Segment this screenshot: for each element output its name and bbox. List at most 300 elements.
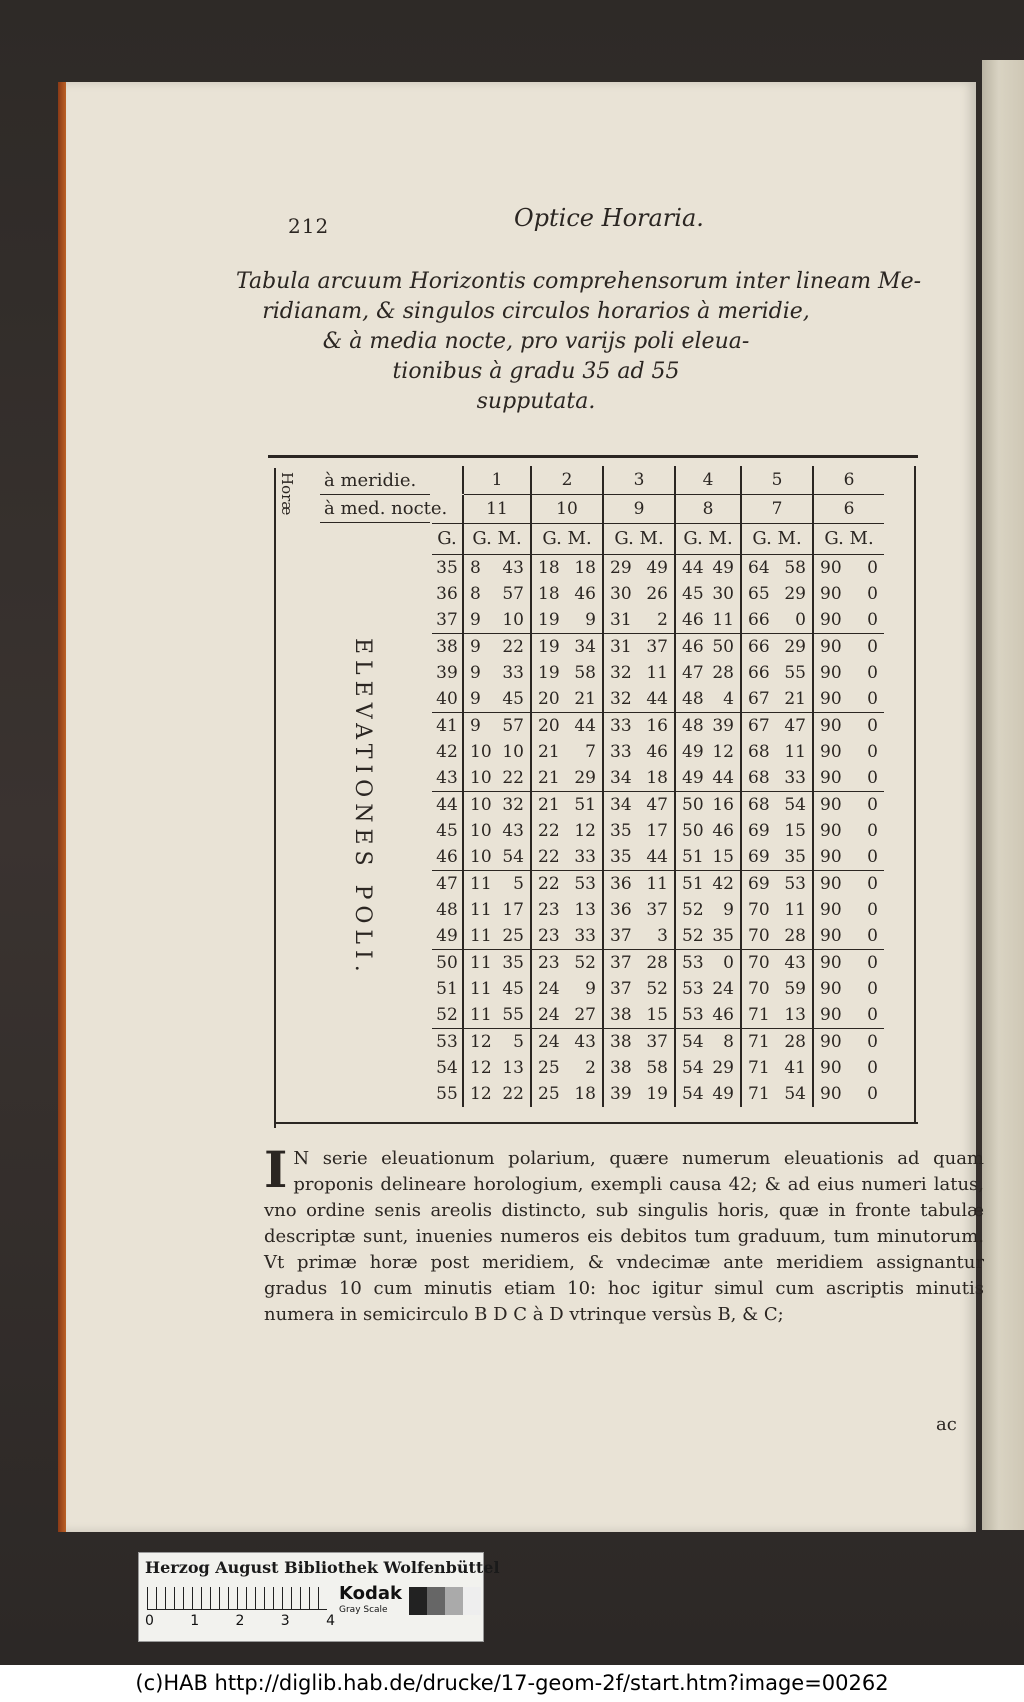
table-cell: [676, 713, 742, 739]
degrees-value: 21: [538, 795, 560, 815]
degrees-value: 8: [470, 584, 481, 604]
elevation-cell: 53: [432, 1029, 464, 1055]
table-cell: [464, 607, 532, 634]
degrees-value: 90: [820, 742, 842, 762]
scale-number: 2: [235, 1613, 245, 1629]
minutes-value: 55: [502, 1005, 524, 1025]
table-cell: [742, 713, 814, 739]
degrees-value: 68: [748, 768, 770, 788]
table-cell: [532, 581, 604, 607]
minutes-value: 21: [574, 689, 596, 709]
table-cell: [814, 607, 884, 634]
degrees-value: 90: [820, 689, 842, 709]
page-number: 212: [288, 214, 330, 238]
minutes-value: 2: [585, 1058, 596, 1078]
degrees-value: 19: [538, 637, 560, 657]
degrees-value: 11: [470, 979, 492, 999]
table-cell: [532, 634, 604, 660]
table-cell: [814, 660, 884, 686]
elevation-cell: 52: [432, 1002, 464, 1029]
degrees-value: 53: [682, 979, 704, 999]
table-cell: [464, 686, 532, 713]
scale-ruler: [147, 1587, 327, 1610]
table-cell: [742, 634, 814, 660]
table-cell: [464, 923, 532, 950]
table-cell: [464, 765, 532, 792]
degrees-value: 90: [820, 953, 842, 973]
table-cell: [532, 1081, 604, 1107]
degrees-value: 50: [682, 795, 704, 815]
table-cell: [814, 739, 884, 765]
minutes-value: 29: [574, 768, 596, 788]
scale-numbers: [145, 1613, 335, 1629]
hour-nocte-header: 7: [742, 495, 814, 523]
table-cell: [814, 634, 884, 660]
minutes-value: 11: [784, 900, 806, 920]
table-cell: [742, 1055, 814, 1081]
minutes-value: 52: [574, 953, 596, 973]
minutes-value: 45: [502, 979, 524, 999]
minutes-value: 51: [574, 795, 596, 815]
table-cell: [676, 950, 742, 976]
table-bottom-rule: [274, 1122, 918, 1124]
title-line: & à media nocte, pro varijs poli eleua-: [322, 329, 750, 354]
minutes-value: 30: [712, 584, 734, 604]
gray-patch: [427, 1587, 445, 1615]
minutes-value: 0: [867, 1032, 878, 1052]
degrees-value: 12: [470, 1058, 492, 1078]
table-cell: [464, 713, 532, 739]
table-cell: [742, 897, 814, 923]
table-cell: [742, 844, 814, 871]
table-cell: [604, 581, 676, 607]
degrees-value: 29: [610, 558, 632, 578]
table-cell: [532, 897, 604, 923]
minutes-value: 47: [646, 795, 668, 815]
gm-column-header: G. M.: [464, 523, 532, 555]
minutes-value: 0: [795, 610, 806, 630]
degrees-value: 46: [682, 637, 704, 657]
minutes-value: 0: [867, 610, 878, 630]
degrees-value: 51: [682, 847, 704, 867]
table-left-rule: [274, 468, 276, 1128]
minutes-value: 29: [784, 584, 806, 604]
degrees-value: 54: [682, 1058, 704, 1078]
degrees-value: 24: [538, 979, 560, 999]
degrees-value: 23: [538, 926, 560, 946]
degrees-value: 90: [820, 716, 842, 736]
minutes-value: 44: [712, 768, 734, 788]
degrees-value: 18: [538, 584, 560, 604]
elevation-cell: 36: [432, 581, 464, 607]
table-grid: [432, 466, 914, 1107]
hour-nocte-header: 8: [676, 495, 742, 523]
table-cell: [676, 739, 742, 765]
table-cell: [676, 1081, 742, 1107]
degrees-value: 90: [820, 1005, 842, 1025]
table-cell: [814, 713, 884, 739]
minutes-value: 22: [502, 1084, 524, 1104]
scale-number: 0: [145, 1613, 154, 1629]
table-cell: [532, 1029, 604, 1055]
degrees-value: 23: [538, 900, 560, 920]
table-cell: [532, 871, 604, 897]
minutes-value: 7: [585, 742, 596, 762]
degrees-value: 10: [470, 742, 492, 762]
elevation-cell: 48: [432, 897, 464, 923]
degrees-value: 31: [610, 610, 632, 630]
label-underline: [320, 522, 430, 523]
minutes-value: 16: [646, 716, 668, 736]
table-cell: [464, 634, 532, 660]
table-cell: [604, 897, 676, 923]
table-cell: [742, 950, 814, 976]
minutes-value: 0: [867, 768, 878, 788]
minutes-value: 8: [723, 1032, 734, 1052]
minutes-value: 46: [646, 742, 668, 762]
degrees-value: 52: [682, 926, 704, 946]
hour-nocte-header: 9: [604, 495, 676, 523]
minutes-value: 29: [712, 1058, 734, 1078]
minutes-value: 44: [574, 716, 596, 736]
table-cell: [604, 634, 676, 660]
minutes-value: 0: [867, 1058, 878, 1078]
minutes-value: 46: [712, 821, 734, 841]
degrees-value: 25: [538, 1084, 560, 1104]
degrees-value: 10: [470, 795, 492, 815]
minutes-value: 0: [867, 847, 878, 867]
minutes-value: 33: [574, 847, 596, 867]
degrees-value: 65: [748, 584, 770, 604]
table-cell: [532, 844, 604, 871]
degrees-value: 46: [682, 610, 704, 630]
minutes-value: 35: [712, 926, 734, 946]
degrees-value: 90: [820, 663, 842, 683]
table-cell: [676, 1055, 742, 1081]
minutes-value: 50: [712, 637, 734, 657]
table-cell: [604, 923, 676, 950]
table-cell: [464, 1029, 532, 1055]
degrees-value: 9: [470, 689, 481, 709]
table-cell: [604, 976, 676, 1002]
minutes-value: 55: [784, 663, 806, 683]
table-cell: [814, 923, 884, 950]
table-cell: [532, 923, 604, 950]
degrees-value: 35: [610, 847, 632, 867]
degrees-value: 70: [748, 953, 770, 973]
minutes-value: 0: [867, 689, 878, 709]
degrees-value: 68: [748, 742, 770, 762]
elevation-cell: 39: [432, 660, 464, 686]
minutes-value: 46: [712, 1005, 734, 1025]
degrees-value: 53: [682, 953, 704, 973]
table-cell: [464, 818, 532, 844]
degrees-value: 38: [610, 1058, 632, 1078]
table-cell: [532, 686, 604, 713]
table-cell: [464, 555, 532, 581]
table-cell: [532, 739, 604, 765]
table-cell: [532, 607, 604, 634]
gray-patch: [463, 1587, 481, 1615]
table-cell: [742, 739, 814, 765]
minutes-value: 58: [784, 558, 806, 578]
degrees-value: 90: [820, 926, 842, 946]
table-cell: [464, 871, 532, 897]
degrees-value: 34: [610, 795, 632, 815]
table-cell: [532, 792, 604, 818]
table-cell: [742, 976, 814, 1002]
nocte-row-label: à med. nocte.: [324, 498, 448, 519]
table-cell: [814, 871, 884, 897]
degrees-value: 45: [682, 584, 704, 604]
kodak-logo: Kodak: [339, 1583, 402, 1604]
degrees-value: 21: [538, 768, 560, 788]
elevation-cell: 44: [432, 792, 464, 818]
table-cell: [532, 555, 604, 581]
minutes-value: 11: [646, 874, 668, 894]
degrees-value: 90: [820, 821, 842, 841]
minutes-value: 54: [784, 795, 806, 815]
table-cell: [604, 1029, 676, 1055]
table-cell: [676, 871, 742, 897]
minutes-value: 53: [574, 874, 596, 894]
minutes-value: 0: [867, 558, 878, 578]
minutes-value: 35: [784, 847, 806, 867]
elevation-cell: 51: [432, 976, 464, 1002]
table-cell: [814, 818, 884, 844]
table-cell: [604, 950, 676, 976]
minutes-value: 59: [784, 979, 806, 999]
minutes-value: 12: [574, 821, 596, 841]
minutes-value: 0: [723, 953, 734, 973]
table-cell: [464, 581, 532, 607]
degrees-value: 90: [820, 1032, 842, 1052]
scale-number: 4: [326, 1613, 335, 1629]
table-cell: [742, 607, 814, 634]
degrees-value: 9: [470, 716, 481, 736]
minutes-value: 11: [712, 610, 734, 630]
elevationes-label: ELEVATIONES POLI.: [350, 638, 375, 978]
elevation-cell: 37: [432, 607, 464, 634]
degrees-value: 10: [470, 821, 492, 841]
table-cell: [676, 897, 742, 923]
minutes-value: 57: [502, 716, 524, 736]
minutes-value: 18: [574, 558, 596, 578]
gray-patch: [445, 1587, 463, 1615]
table-cell: [676, 792, 742, 818]
table-cell: [464, 739, 532, 765]
minutes-value: 28: [646, 953, 668, 973]
degrees-value: 48: [682, 689, 704, 709]
minutes-value: 0: [867, 637, 878, 657]
degrees-value: 90: [820, 558, 842, 578]
degrees-value: 18: [538, 558, 560, 578]
gm-column-header: G. M.: [742, 523, 814, 555]
table-cell: [742, 818, 814, 844]
minutes-value: 43: [784, 953, 806, 973]
table-cell: [742, 1002, 814, 1029]
elevation-cell: 45: [432, 818, 464, 844]
degrees-value: 90: [820, 637, 842, 657]
next-page-edge: [982, 60, 1024, 1530]
catchword: ac: [936, 1414, 957, 1435]
degrees-value: 35: [610, 821, 632, 841]
degrees-value: 50: [682, 821, 704, 841]
degrees-value: 9: [470, 637, 481, 657]
table-cell: [604, 1055, 676, 1081]
table-cell: [742, 923, 814, 950]
minutes-value: 46: [574, 584, 596, 604]
minutes-value: 41: [784, 1058, 806, 1078]
minutes-value: 13: [784, 1005, 806, 1025]
degrees-value: 33: [610, 716, 632, 736]
minutes-value: 3: [657, 926, 668, 946]
degrees-value: 47: [682, 663, 704, 683]
minutes-value: 0: [867, 953, 878, 973]
degrees-value: 38: [610, 1032, 632, 1052]
degrees-value: 10: [470, 768, 492, 788]
header-blank: [432, 466, 464, 494]
degrees-value: 34: [610, 768, 632, 788]
hour-arc-table: [268, 455, 918, 1130]
elevation-cell: 40: [432, 686, 464, 713]
degrees-value: 90: [820, 795, 842, 815]
degrees-value: 67: [748, 716, 770, 736]
minutes-value: 16: [712, 795, 734, 815]
minutes-value: 18: [646, 768, 668, 788]
table-cell: [604, 686, 676, 713]
title-line: Tabula arcuum Horizontis comprehensorum inter lineam Me-: [236, 269, 922, 294]
minutes-value: 37: [646, 1032, 668, 1052]
minutes-value: 58: [646, 1058, 668, 1078]
degrees-value: 9: [470, 663, 481, 683]
degrees-value: 70: [748, 979, 770, 999]
gray-scale-label: Gray Scale: [339, 1605, 388, 1615]
minutes-value: 15: [784, 821, 806, 841]
minutes-value: 13: [502, 1058, 524, 1078]
minutes-value: 0: [867, 716, 878, 736]
table-cell: [464, 1055, 532, 1081]
color-target: [138, 1552, 500, 1642]
degrees-value: 71: [748, 1058, 770, 1078]
gm-column-header: G. M.: [532, 523, 604, 555]
minutes-value: 54: [502, 847, 524, 867]
table-cell: [532, 976, 604, 1002]
body-paragraph: [264, 1140, 984, 1328]
table-cell: [604, 818, 676, 844]
minutes-value: 33: [784, 768, 806, 788]
degrees-value: 69: [748, 874, 770, 894]
table-cell: [604, 765, 676, 792]
degrees-value: 21: [538, 742, 560, 762]
degrees-value: 44: [682, 558, 704, 578]
minutes-value: 0: [867, 663, 878, 683]
minutes-value: 10: [502, 742, 524, 762]
degrees-value: 90: [820, 900, 842, 920]
degrees-value: 49: [682, 768, 704, 788]
table-cell: [742, 660, 814, 686]
elevation-cell: 55: [432, 1081, 464, 1107]
degrees-value: 54: [682, 1084, 704, 1104]
meridie-row-label: à meridie.: [324, 470, 417, 491]
minutes-value: 0: [867, 900, 878, 920]
degrees-value: 19: [538, 663, 560, 683]
gm-column-header: G. M.: [604, 523, 676, 555]
minutes-value: 45: [502, 689, 524, 709]
degrees-value: 70: [748, 900, 770, 920]
minutes-value: 32: [502, 795, 524, 815]
table-cell: [464, 897, 532, 923]
degrees-value: 24: [538, 1005, 560, 1025]
minutes-value: 44: [646, 689, 668, 709]
minutes-value: 57: [502, 584, 524, 604]
hour-nocte-header: 6: [843, 499, 855, 519]
minutes-value: 49: [712, 1084, 734, 1104]
degrees-value: 32: [610, 689, 632, 709]
table-cell: [742, 555, 814, 581]
minutes-value: 10: [502, 610, 524, 630]
degrees-value: 37: [610, 979, 632, 999]
elevation-cell: 54: [432, 1055, 464, 1081]
library-name: Herzog August Bibliothek Wolfenbüttel: [145, 1558, 500, 1577]
table-title: [236, 267, 922, 417]
minutes-value: 27: [574, 1005, 596, 1025]
degrees-value: 31: [610, 637, 632, 657]
hour-meridie-header: 1: [464, 466, 532, 495]
table-cell: [604, 713, 676, 739]
minutes-value: 43: [574, 1032, 596, 1052]
minutes-value: 28: [784, 1032, 806, 1052]
table-cell: [814, 581, 884, 607]
table-cell: [814, 950, 884, 976]
degrees-value: 10: [470, 847, 492, 867]
elevation-cell: 41: [432, 713, 464, 739]
degrees-value: 38: [610, 1005, 632, 1025]
minutes-value: 15: [646, 1005, 668, 1025]
gray-patch: [409, 1587, 427, 1615]
minutes-value: 0: [867, 1005, 878, 1025]
degrees-value: 90: [820, 768, 842, 788]
header-dash: [432, 495, 464, 523]
table-cell: [742, 581, 814, 607]
degrees-value: 22: [538, 847, 560, 867]
minutes-value: 22: [502, 637, 524, 657]
degrees-value: 70: [748, 926, 770, 946]
table-cell: [814, 976, 884, 1002]
table-cell: [604, 871, 676, 897]
degrees-value: 39: [610, 1084, 632, 1104]
degrees-value: 19: [538, 610, 560, 630]
minutes-value: 43: [502, 821, 524, 841]
minutes-value: 39: [712, 716, 734, 736]
degrees-value: 24: [538, 1032, 560, 1052]
minutes-value: 53: [784, 874, 806, 894]
table-cell: [676, 818, 742, 844]
table-cell: [464, 976, 532, 1002]
table-cell: [604, 1081, 676, 1107]
table-cell: [742, 765, 814, 792]
table-cell: [814, 1055, 884, 1081]
minutes-value: 0: [867, 742, 878, 762]
table-cell: [676, 607, 742, 634]
degrees-value: 25: [538, 1058, 560, 1078]
elevation-cell: 49: [432, 923, 464, 950]
degrees-value: 49: [682, 742, 704, 762]
title-line: tionibus à gradu 35 ad 55: [392, 359, 680, 384]
gray-patches: [409, 1587, 481, 1615]
table-cell: [464, 1081, 532, 1107]
title-line: ridianam, & singulos circulos horarios à meridie,: [262, 299, 810, 324]
